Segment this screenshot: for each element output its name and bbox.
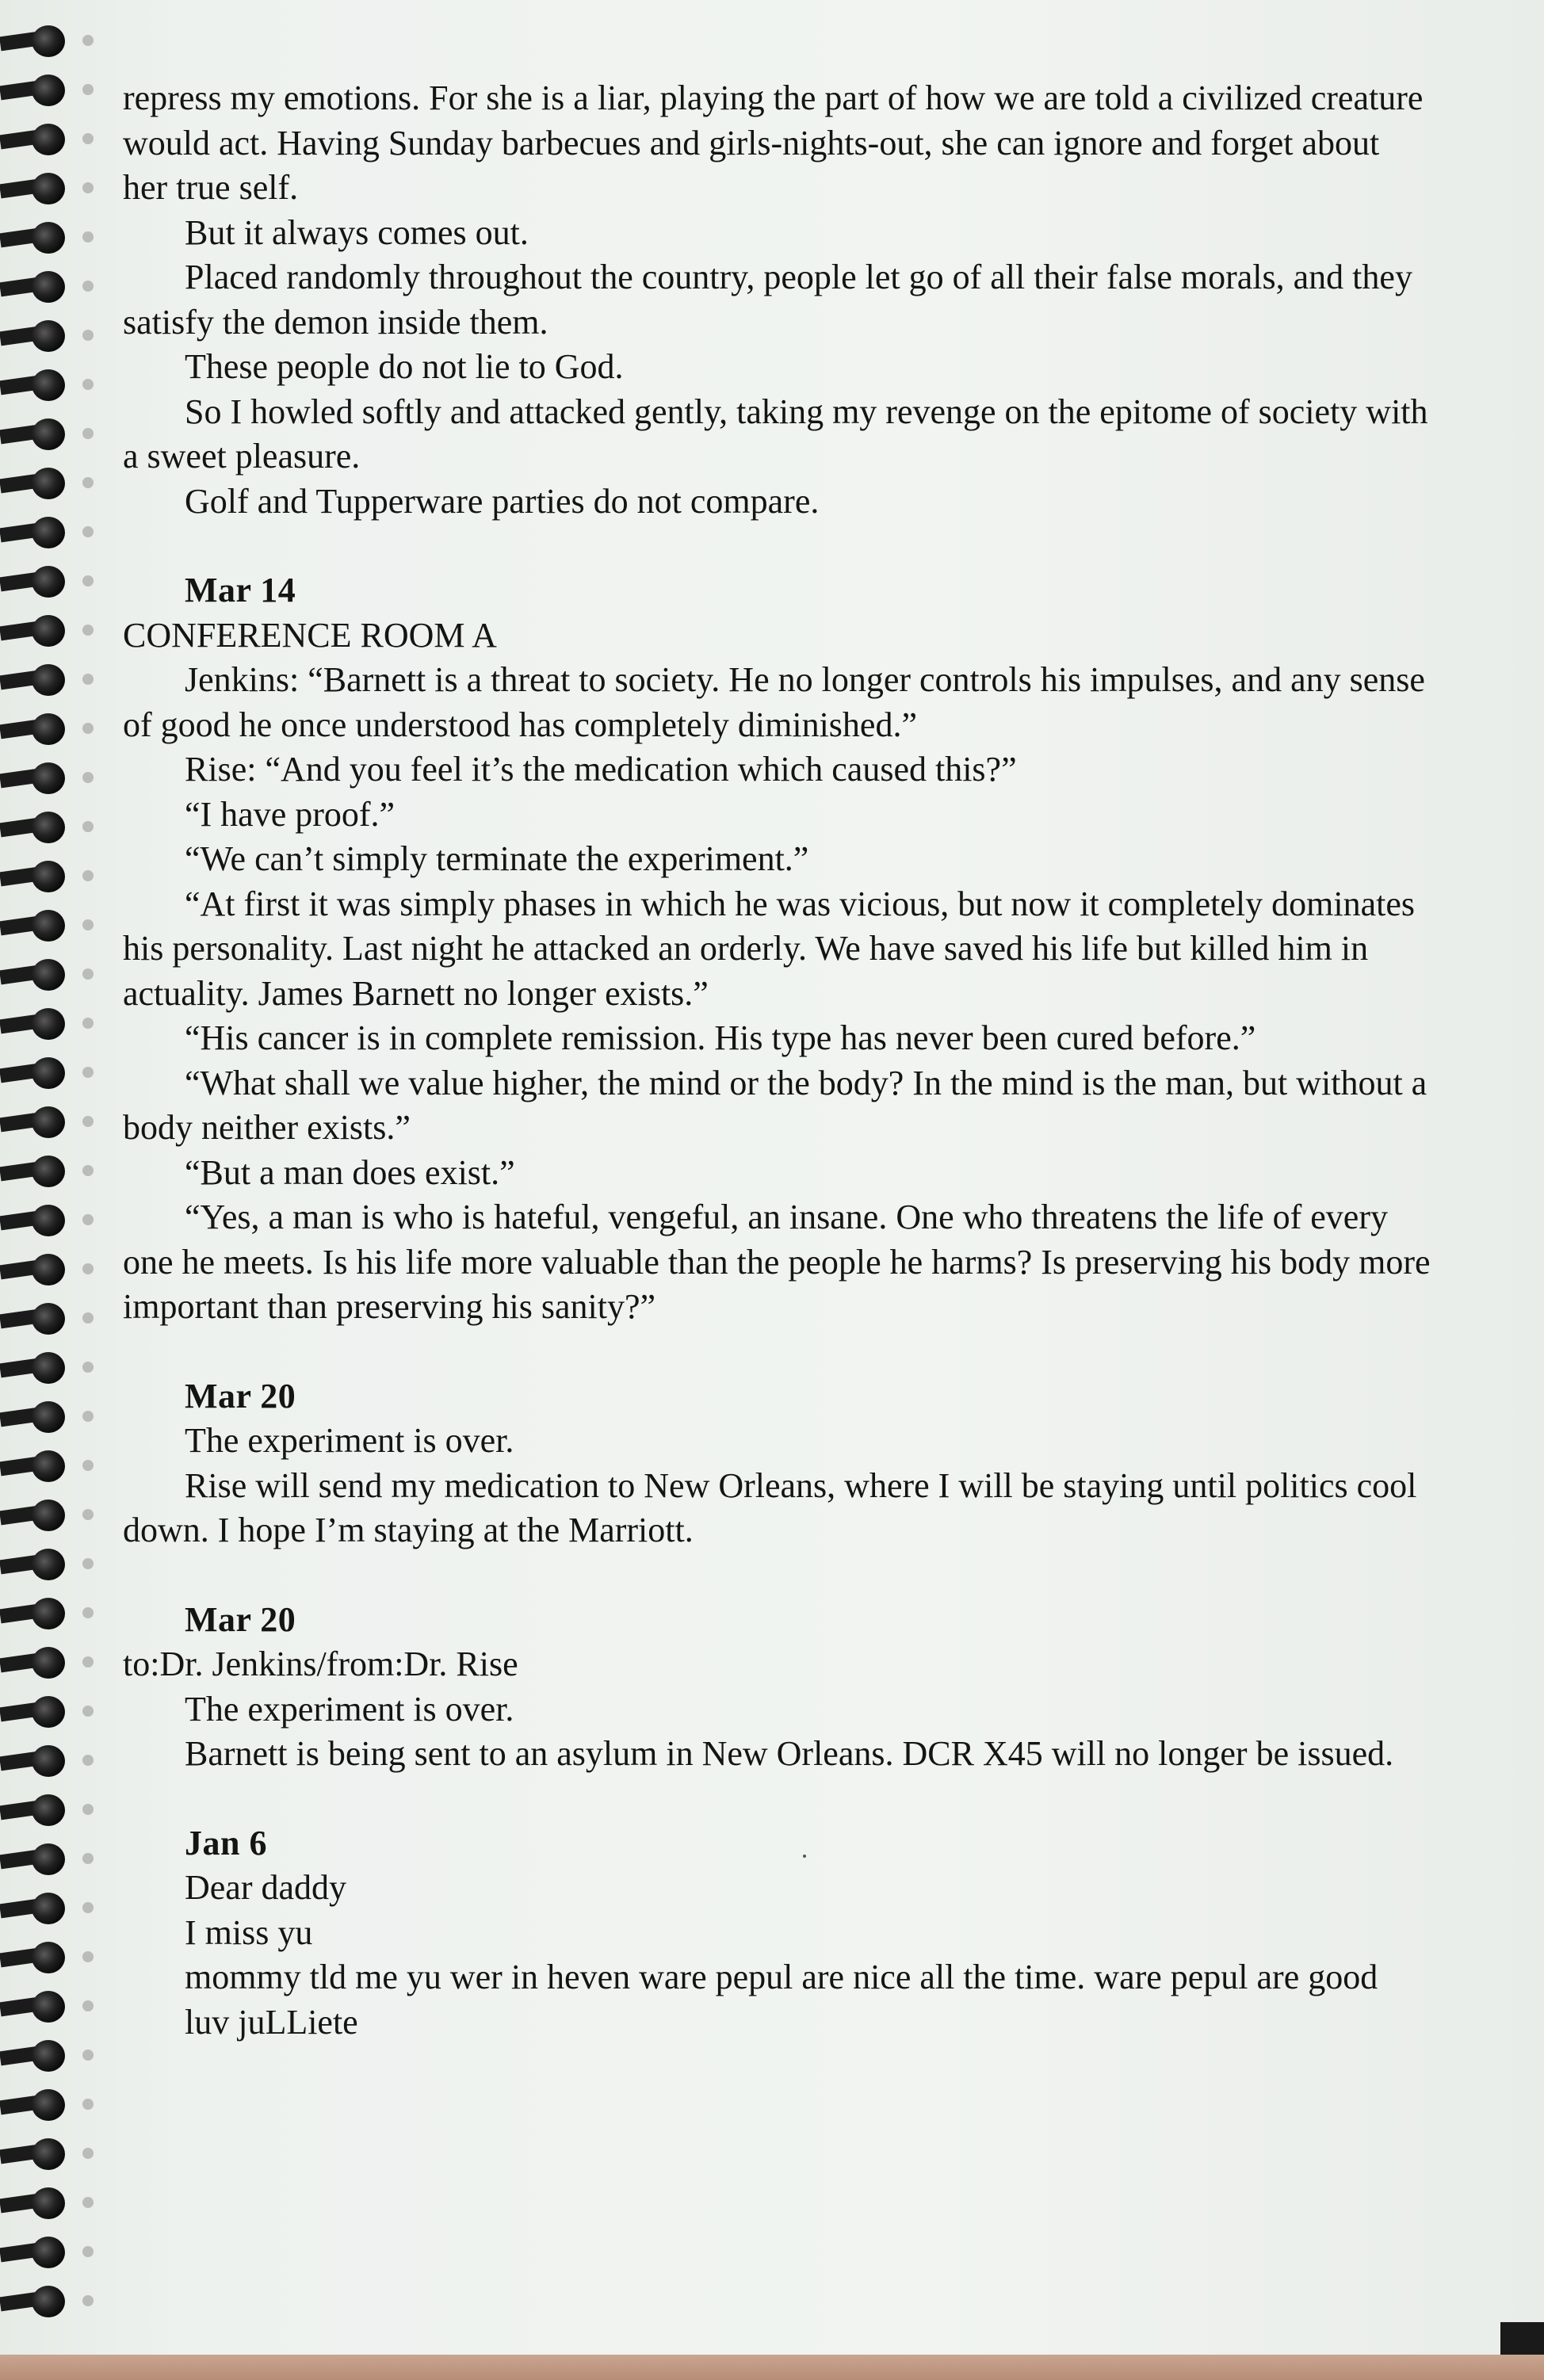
dialogue-line: “What shall we value higher, the mind or the body? In the mind is the man, but without a body neither exists.” (123, 1063, 1427, 1147)
spiral-coil (0, 957, 79, 994)
letter-line: Dear daddy (185, 1868, 347, 1907)
paragraph: The experiment is over. (185, 1689, 514, 1729)
spiral-coil (0, 859, 79, 896)
spiral-coil (0, 1252, 79, 1289)
location-heading: CONFERENCE ROOM A (123, 615, 497, 655)
dialogue-line: “Yes, a man is who is hateful, vengeful, an insane. One who threatens the life of every one he meets. Is his life more valuable than the people he harms? Is preserving his body more important than preserving his sanity?” (123, 1198, 1431, 1326)
spiral-coil (0, 24, 79, 60)
spiral-coil (0, 908, 79, 945)
spiral-coil (0, 2186, 79, 2222)
spiral-coil (0, 564, 79, 601)
letter-line: luv juLLiete (185, 2002, 358, 2042)
page-text (123, 76, 1431, 2045)
dialogue-line: “We can’t simply terminate the experiment.” (185, 839, 809, 878)
spiral-coil (0, 2137, 79, 2173)
paragraph: Barnett is being sent to an asylum in New Orleans. DCR X45 will no longer be issued. (185, 1734, 1394, 1773)
spiral-coil (0, 1498, 79, 1534)
spiral-coil (0, 1793, 79, 1829)
spiral-coil (0, 515, 79, 552)
spiral-coil (0, 663, 79, 699)
dialogue-line: “At first it was simply phases in which he was vicious, but now it completely dominates his personality. Last night he attacked an orderly. We have saved his life but killed him in actuality. James Barnett no longer exists.” (123, 884, 1415, 1013)
paragraph: So I howled softly and attacked gently, taking my revenge on the epitome of society with a sweet pleasure. (123, 392, 1428, 476)
spiral-coil (0, 220, 79, 257)
spiral-coil (0, 368, 79, 404)
spiral-coil (0, 810, 79, 846)
paragraph: The experiment is over. (185, 1421, 514, 1460)
spiral-coil (0, 1400, 79, 1436)
spiral-coil (0, 761, 79, 797)
spiral-coil (0, 319, 79, 355)
spiral-coil (0, 171, 79, 208)
spiral-coil (0, 1547, 79, 1583)
spiral-coil (0, 2088, 79, 2124)
spiral-coil (0, 1596, 79, 1633)
dialogue-line: “But a man does exist.” (185, 1152, 515, 1192)
spiral-coil (0, 1744, 79, 1780)
paragraph: But it always comes out. (185, 212, 529, 252)
spiral-coil (0, 2235, 79, 2271)
spiral-coil (0, 1056, 79, 1092)
letter-line: I miss yu (185, 1912, 313, 1952)
memo-header: to:Dr. Jenkins/from:Dr. Rise (123, 1645, 518, 1683)
spiral-coil (0, 73, 79, 109)
spiral-coil (0, 466, 79, 502)
dialogue-line: “I have proof.” (185, 794, 396, 834)
spiral-coil (0, 417, 79, 453)
spiral-coil (0, 1203, 79, 1240)
page-bottom-edge (0, 2355, 1544, 2380)
dialogue-line: Jenkins: “Barnett is a threat to society. He no longer controls his impulses, and any sense of good he once understood has completely diminished.” (123, 660, 1425, 744)
spiral-coil (0, 712, 79, 748)
spiral-coil (0, 1007, 79, 1043)
spiral-coil (0, 1350, 79, 1387)
spiral-coil (0, 613, 79, 650)
spiral-coil (0, 1891, 79, 1927)
spiral-coil (0, 2038, 79, 2075)
spiral-coil (0, 1449, 79, 1485)
paragraph: repress my emotions. For she is a liar, playing the part of how we are told a civilized creature would act. Having Sunday barbecues and girls-nights-out, she can ignore and forget about her true self. (123, 78, 1424, 207)
entry-date-heading: Jan 6 (185, 1823, 267, 1862)
spiral-coil (0, 1105, 79, 1141)
spiral-coil (0, 1154, 79, 1190)
spiral-binding (0, 24, 95, 2370)
spiral-coil (0, 1842, 79, 1878)
spiral-coil (0, 1989, 79, 2026)
spiral-coil (0, 1301, 79, 1338)
dialogue-line: “His cancer is in complete remission. His type has never been cured before.” (185, 1018, 1256, 1057)
spiral-coil (0, 2284, 79, 2321)
dialogue-line: Rise: “And you feel it’s the medication which caused this?” (185, 750, 1017, 789)
letter-line: mommy tld me yu wer in heven ware pepul are nice all the time. ware pepul are good (185, 1958, 1378, 1996)
entry-date-heading: Mar 20 (185, 1376, 296, 1415)
ink-speck (803, 1855, 806, 1858)
paragraph: Golf and Tupperware parties do not compare. (185, 481, 820, 521)
paragraph: These people do not lie to God. (185, 347, 624, 386)
entry-date-heading: Mar 14 (185, 571, 296, 609)
spiral-coil (0, 1940, 79, 1977)
spiral-coil (0, 269, 79, 306)
spiral-coil (0, 122, 79, 159)
paragraph: Rise will send my medication to New Orleans, where I will be staying until politics cool down. I hope I’m staying at the Marriott. (123, 1465, 1417, 1549)
spiral-coil (0, 1694, 79, 1731)
entry-date-heading: Mar 20 (185, 1599, 296, 1639)
paragraph: Placed randomly throughout the country, people let go of all their false morals, and they satisfy the demon inside them. (123, 258, 1412, 342)
spiral-coil (0, 1645, 79, 1682)
